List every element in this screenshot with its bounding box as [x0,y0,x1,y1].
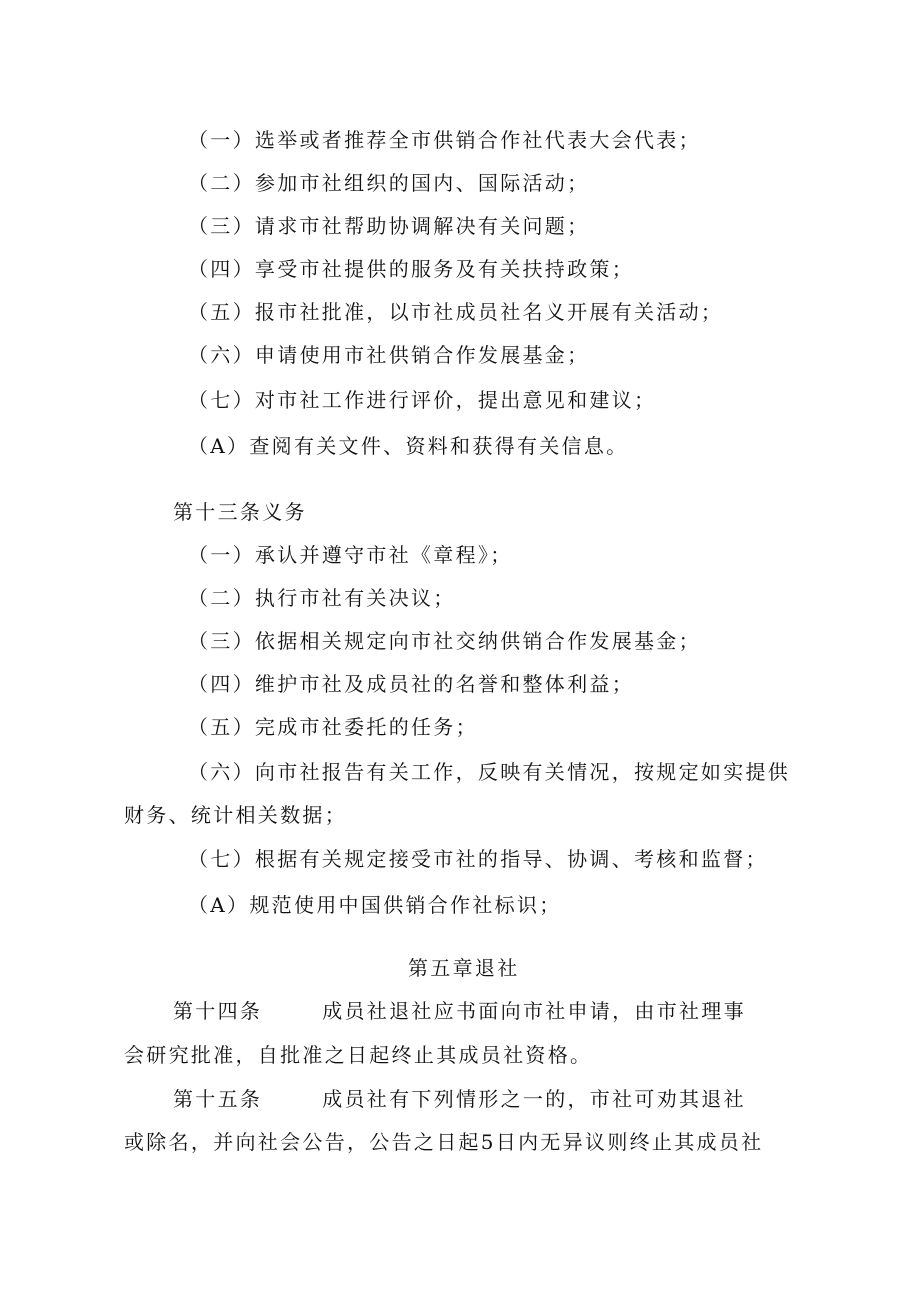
rights-item-1: （一）选举或者推荐全市供销合作社代表大会代表； [188,128,701,152]
obligation-item-4: （四）维护市社及成员社的名誉和整体利益； [188,672,634,696]
obligation-item-5: （五）完成市社委托的任务； [188,715,478,739]
chapter-5-title: 第五章退社 [408,956,520,980]
rights-item-8: （A）查阅有关文件、资料和获得有关信息。 [188,434,629,458]
rights-item-6: （六）申请使用市社供销合作发展基金； [188,343,590,367]
article-15-text: 成员社有下列情形之一的，市社可劝其退社 [322,1087,746,1111]
article-13-heading: 第十三条义务 [173,500,307,524]
obligation-item-6: （六）向市社报告有关工作，反映有关情况，按规定如实提供 [188,760,791,784]
obligation-item-6-continued: 财务、统计相关数据； [124,803,347,827]
obligation-item-3: （三）依据相关规定向市社交纳供销合作发展基金； [188,629,701,653]
article-15-label: 第十五条 [173,1087,263,1111]
article-14-label: 第十四条 [173,999,263,1023]
obligation-item-7: （七）根据有关规定接受市社的指导、协调、考核和监督； [188,847,768,871]
rights-item-7: （七）对市社工作进行评价，提出意见和建议； [188,388,657,412]
article-15-line-2: 或除名，并向社会公告，公告之日起5日内无异议则终止其成员社 [124,1130,764,1154]
rights-item-5: （五）报市社批准，以市社成员社名义开展有关活动； [188,300,724,324]
article-15-line-1 [173,1085,746,1113]
rights-item-3: （三）请求市社帮助协调解决有关问题； [188,214,590,238]
obligation-item-8: （A）规范使用中国供销合作社标识； [188,893,562,917]
rights-item-2: （二）参加市社组织的国内、国际活动； [188,171,590,195]
rights-item-4: （四）享受市社提供的服务及有关扶持政策； [188,257,634,281]
obligation-item-1: （一）承认并遵守市社《章程》； [188,543,513,567]
article-14-text: 成员社退社应书面向市社申请，由市社理事 [322,999,746,1023]
article-14-line-1 [173,997,746,1025]
article-14-line-2: 会研究批准，自批准之日起终止其成员社资格。 [124,1043,593,1067]
obligation-item-2: （二）执行市社有关决议； [188,586,456,610]
